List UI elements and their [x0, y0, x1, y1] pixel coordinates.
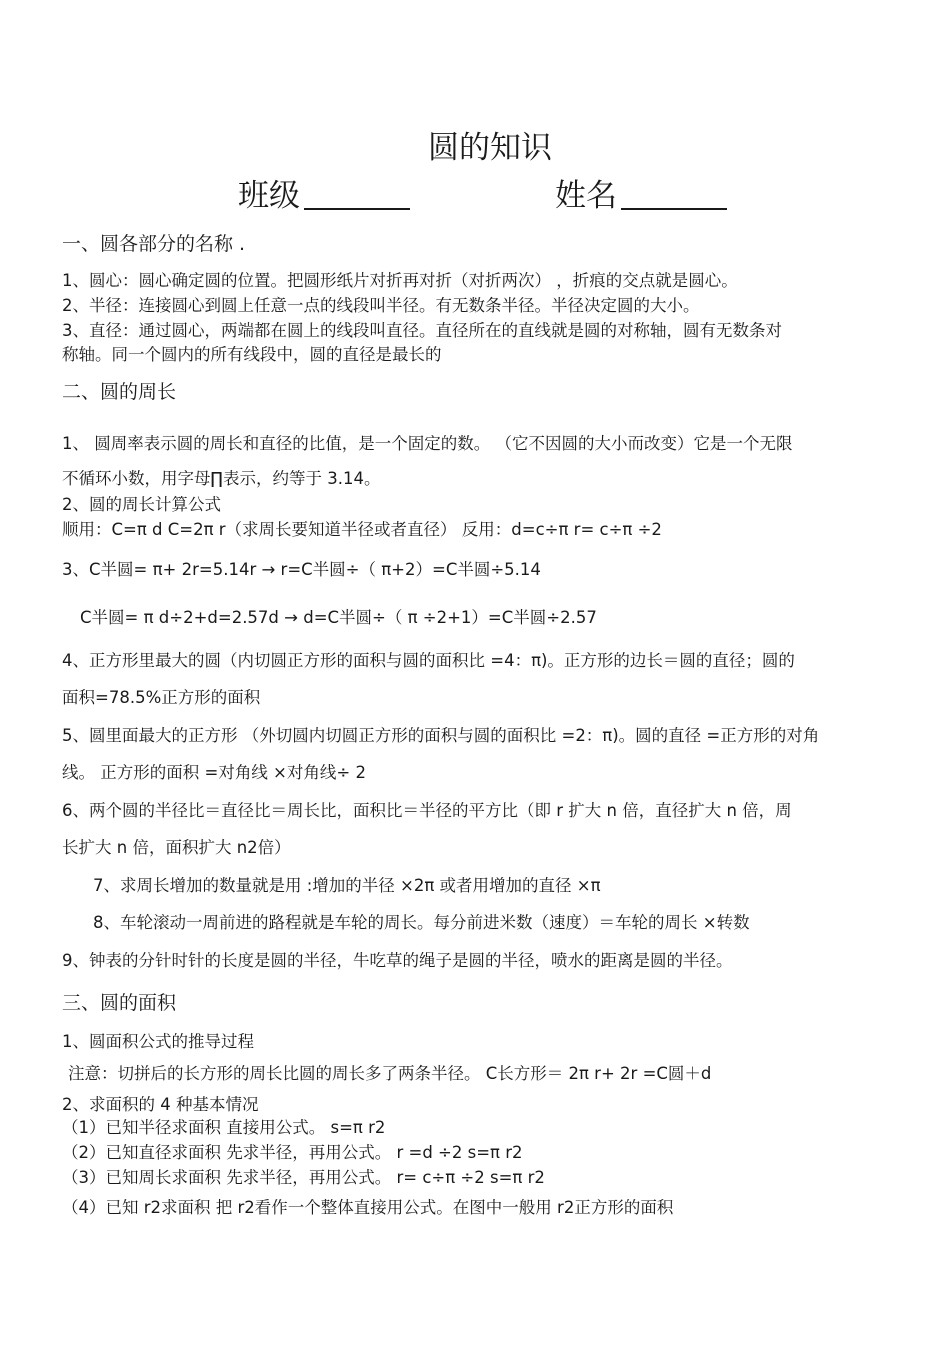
s2-item-6: 6、两个圆的半径比＝直径比＝周长比，面积比＝半径的平方比（即 r 扩大 n 倍，直径扩大 n 倍，周	[62, 801, 792, 820]
s1-item-3-cont: 称轴。同一个圆内的所有线段中，圆的直径是最长的	[62, 345, 442, 364]
s2-item-7: 7、求周长增加的数量就是用 :增加的半径 ×2π 或者用增加的直径 ×π	[93, 876, 601, 895]
s3-case-4: （4）已知 r2求面积 把 r2看作一个整体直接用公式。在图中一般用 r2正方形的面积	[62, 1198, 674, 1217]
s2-item-2: 2、圆的周长计算公式	[62, 495, 221, 514]
name-field	[555, 178, 727, 214]
s2-item-5: 5、圆里面最大的正方形 （外切圆内切圆正方形的面积与圆的面积比 =2：π)。圆的直径 =正方形的对角	[62, 726, 820, 745]
class-label: 班级	[238, 178, 300, 214]
s2-item-3-cont: C半圆= π d÷2+d=2.57d → d=C半圆÷（ π ÷2+1）=C半圆÷2.57	[80, 608, 597, 627]
s2-item-1-cont: 不循环小数，用字母∏表示，约等于 3.14。	[62, 469, 381, 488]
s3-case-1: （1）已知半径求面积 直接用公式。 s=π r2	[62, 1118, 386, 1137]
s3-item-1: 1、圆面积公式的推导过程	[62, 1032, 254, 1051]
s2-item-1: 1、 圆周率表示圆的周长和直径的比值，是一个固定的数。 （它不因圆的大小而改变）它是一个无限	[62, 434, 793, 453]
s1-item-3: 3、直径：通过圆心，两端都在圆上的线段叫直径。直径所在的直线就是圆的对称轴，圆有无数条对	[62, 321, 782, 340]
s2-item-9: 9、钟表的分针时针的长度是圆的半径，牛吃草的绳子是圆的半径，喷水的距离是圆的半径。	[62, 951, 733, 970]
s1-item-1: 1、圆心：圆心确定圆的位置。把圆形纸片对折再对折（对折两次） ，折痕的交点就是圆心。	[62, 271, 738, 290]
name-blank	[621, 182, 727, 210]
s2-item-5-cont: 线。 正方形的面积 =对角线 ×对角线÷ 2	[62, 763, 366, 782]
s1-item-2: 2、半径：连接圆心到圆上任意一点的线段叫半径。有无数条半径。半径决定圆的大小。	[62, 296, 700, 315]
s2-item-4-cont: 面积=78.5%正方形的面积	[62, 688, 261, 707]
section-1-heading: 一、圆各部分的名称 .	[62, 233, 246, 255]
section-2-heading: 二、圆的周长	[62, 381, 177, 403]
s2-item-3: 3、C半圆= π+ 2r=5.14r → r=C半圆÷（ π+2）=C半圆÷5.14	[62, 560, 541, 579]
s3-note: 注意：切拼后的长方形的周长比圆的周长多了两条半径。 C长方形＝ 2π r+ 2r =C圆＋d	[68, 1064, 712, 1083]
class-field	[238, 178, 410, 214]
document-title: 圆的知识	[428, 130, 552, 166]
s3-item-2: 2、求面积的 4 种基本情况	[62, 1095, 259, 1114]
s2-formula-usage: 顺用：C=π d C=2π r（求周长要知道半径或者直径） 反用：d=c÷π r= c÷π ÷2	[62, 520, 662, 539]
class-blank	[304, 182, 410, 210]
section-3-heading: 三、圆的面积	[62, 992, 177, 1014]
s3-case-3: （3）已知周长求面积 先求半径，再用公式。 r= c÷π ÷2 s=π r2	[62, 1168, 545, 1187]
name-label: 姓名	[555, 178, 617, 214]
s3-case-2: （2）已知直径求面积 先求半径，再用公式。 r =d ÷2 s=π r2	[62, 1143, 523, 1162]
s2-item-8: 8、车轮滚动一周前进的路程就是车轮的周长。每分前进米数（速度）＝车轮的周长 ×转数	[93, 913, 750, 932]
s2-item-6-cont: 长扩大 n 倍，面积扩大 n2倍）	[62, 838, 291, 857]
s2-item-4: 4、正方形里最大的圆（内切圆正方形的面积与圆的面积比 =4：π)。正方形的边长＝圆的直径；圆的	[62, 651, 795, 670]
